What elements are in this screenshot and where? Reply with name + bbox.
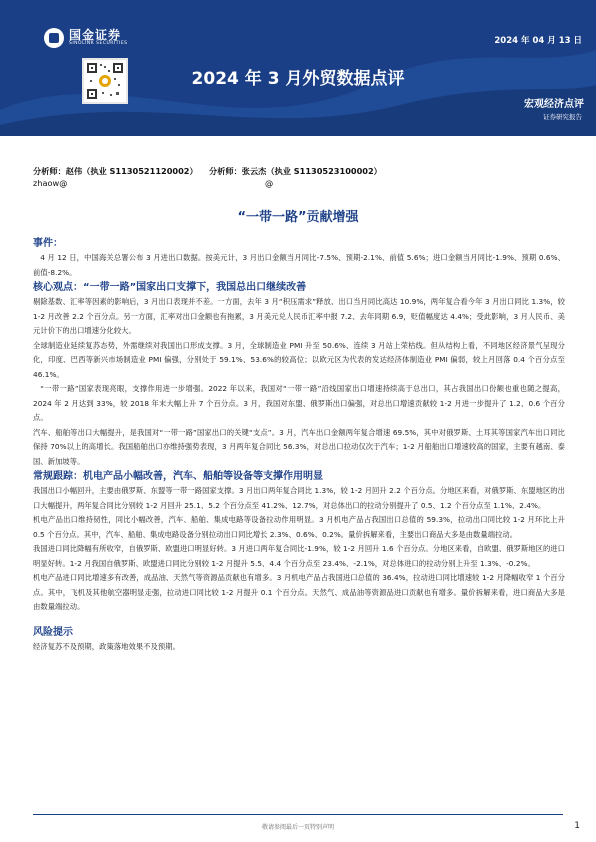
footer-divider	[33, 814, 563, 815]
logo-name-en: SINOLINK SECURITIES	[69, 41, 128, 46]
core-paragraph-3: “一带一路”国家表现亮眼，支撑作用进一步增强。2022 年以来，我国对“一带一路”沿线国家出口增速持续高于总出口，其占我国出口份额也重也随之提高，2024 年 2 月达到 33%，较 2018 年末大幅上升 7 个百分点。3 月，我国对东盟、俄罗斯出口偏强，对总出口增速贡献较 1-2 月进一步提升了 1.2、0.6 个百分点。	[33, 384, 565, 422]
analyst-1: 分析师：赵伟（执业 S1130521120002）	[33, 166, 198, 176]
analyst-2-email[interactable]: @	[265, 178, 274, 188]
core-paragraph-1: 剔除基数、汇率等因素的影响后，3 月出口表现并不差。一方面，去年 3 月“积压需求”释放、出口当月同比高达 10.9%，两年复合看今年 3 月出口同比 1.3%，较 1-2 月改善 2.2 个百分点。另一方面，汇率对出口金额也有拖累，3 月美元兑人民币汇率中报 7.2、去年同期 6.9，贬值幅度达 4.4%；受此影响，3 月人民币、美元计价下的出口增速分化较大。	[33, 297, 565, 335]
core-paragraph-4: 汽车、船舶等出口大幅提升，是我国对“一带一路”国家出口的关键“支点”。3 月，汽车出口金额两年复合增速 69.5%，其中对俄罗斯、土耳其等国家汽车出口同比保持 70%以上的高增长。我国船舶出口亦维持强势表现，3 月两年复合同比 56.3%，对总出口拉动仅次于汽车；1-2 月船舶出口增速较高的国家，主要有越南、泰国、新加坡等。	[33, 427, 565, 466]
report-date: 2024 年 04 月 13 日	[494, 36, 582, 46]
section-heading-risk: 风险提示	[33, 626, 73, 638]
tracking-paragraph-3: 我国进口同比降幅有所收窄，自俄罗斯、欧盟进口明显好转。3 月进口两年复合同比-1.9%，较 1-2 月回升 1.6 个百分点。分地区来看，自欧盟、俄罗斯地区的进口明显好转。1-2 月我国自俄罗斯、欧盟进口同比分别较 1-2 月提升 5.5、4.4 个百分点至 23.4%、-2.1%，对总体进口的拉动分别上升至 1.3%、-0.2%。	[33, 544, 565, 568]
risk-paragraph: 经济复苏不及预期，政策落地效果不及预期。	[33, 641, 180, 651]
analyst-2: 分析师：张云杰（执业 S1130523100002）	[209, 166, 382, 176]
logo-name-cn: 国金证券	[69, 28, 122, 42]
event-paragraph: 4 月 12 日，中国海关总署公布 3 月进出口数据。按美元计，3 月出口金额当月同比-7.5%、预期-2.1%、前值 5.6%；进口金额当月同比-1.9%、预期 0.6%、前值-8.2%。	[33, 253, 565, 277]
report-header-banner	[0, 0, 596, 136]
section-heading-tracking: 常规跟踪：机电产品小幅改善，汽车、船舶等设备等支撑作用明显	[33, 471, 323, 482]
section-heading-core: 核心观点：“一带一路”国家出口支撑下，我国总出口继续改善	[33, 282, 307, 293]
report-category: 宏观经济点评	[524, 99, 584, 110]
report-title: 2024 年 3 月外贸数据点评	[191, 69, 405, 89]
report-body	[33, 236, 565, 654]
page-number: 1	[574, 821, 580, 831]
section-heading-event: 事件：	[33, 238, 63, 249]
tracking-paragraph-4: 机电产品进口同比增速多有改善，成品油、天然气等资源品贡献也有增多。3 月机电产品占我国进口总值的 36.4%，拉动进口同比增速较 1-2 月降幅收窄 1 个百分点。其中，飞机及其他航空器明显走强，拉动进口同比较 1-2 月提升 0.1 个百分点。天然气、成品油等资源品进口贡献也有增多。量价拆解来看，进口商品大多是由数量端拉动。	[33, 573, 565, 611]
logo-icon	[44, 28, 64, 48]
report-subcategory: 证券研究报告	[543, 113, 582, 121]
tracking-paragraph-2: 机电产品出口维持韧性，同比小幅改善，汽车、船舶、集成电路等设备拉动作用明显。3 月机电产品占我国出口总值的 59.3%，拉动出口同比较 1-2 月环比上升 0.5 个百分点。其中，汽车、船舶、集成电路设备分别拉动出口同比增长 2.3%、0.6%、0.2%。量价拆解来看，主要出口商品大多是由数量端拉动。	[33, 515, 565, 539]
report-subtitle: “一带一路”贡献增强	[237, 210, 359, 225]
footer-disclaimer-note: 敬请参阅最后一页特别声明	[261, 824, 334, 831]
company-logo	[44, 28, 128, 48]
core-paragraph-2: 全球制造业延续复苏态势，外需继续对我国出口形成支撑。3 月，全球制造业 PMI 升至 50.6%、连续 3 月站上荣枯线。但从结构上看，不同地区经济景气呈现分化，印度、巴西等新兴市场制造业 PMI 偏强，分别处于 59.1%、53.6%的较高位；以欧元区为代表的发达经济体制造业 PMI 偏弱，较上月回落 0.4 个百分点至 46.1%。	[33, 340, 565, 379]
analyst-1-email[interactable]: zhaow@	[33, 178, 68, 188]
tracking-paragraph-1: 我国出口小幅回升，主要由俄罗斯、东盟等一带一路国家支撑。3 月出口两年复合同比 1.3%，较 1-2 月回升 2.2 个百分点。分地区来看，对俄罗斯、东盟地区的出口大幅提升，两年复合同比分别较 1-2 月回升 25.1、5.2 个百分点至 41.2%、12.7%，对总体出口的拉动分别提升了 0.5、1.2 个百分点至 1.1%、2.4%。	[33, 486, 565, 510]
